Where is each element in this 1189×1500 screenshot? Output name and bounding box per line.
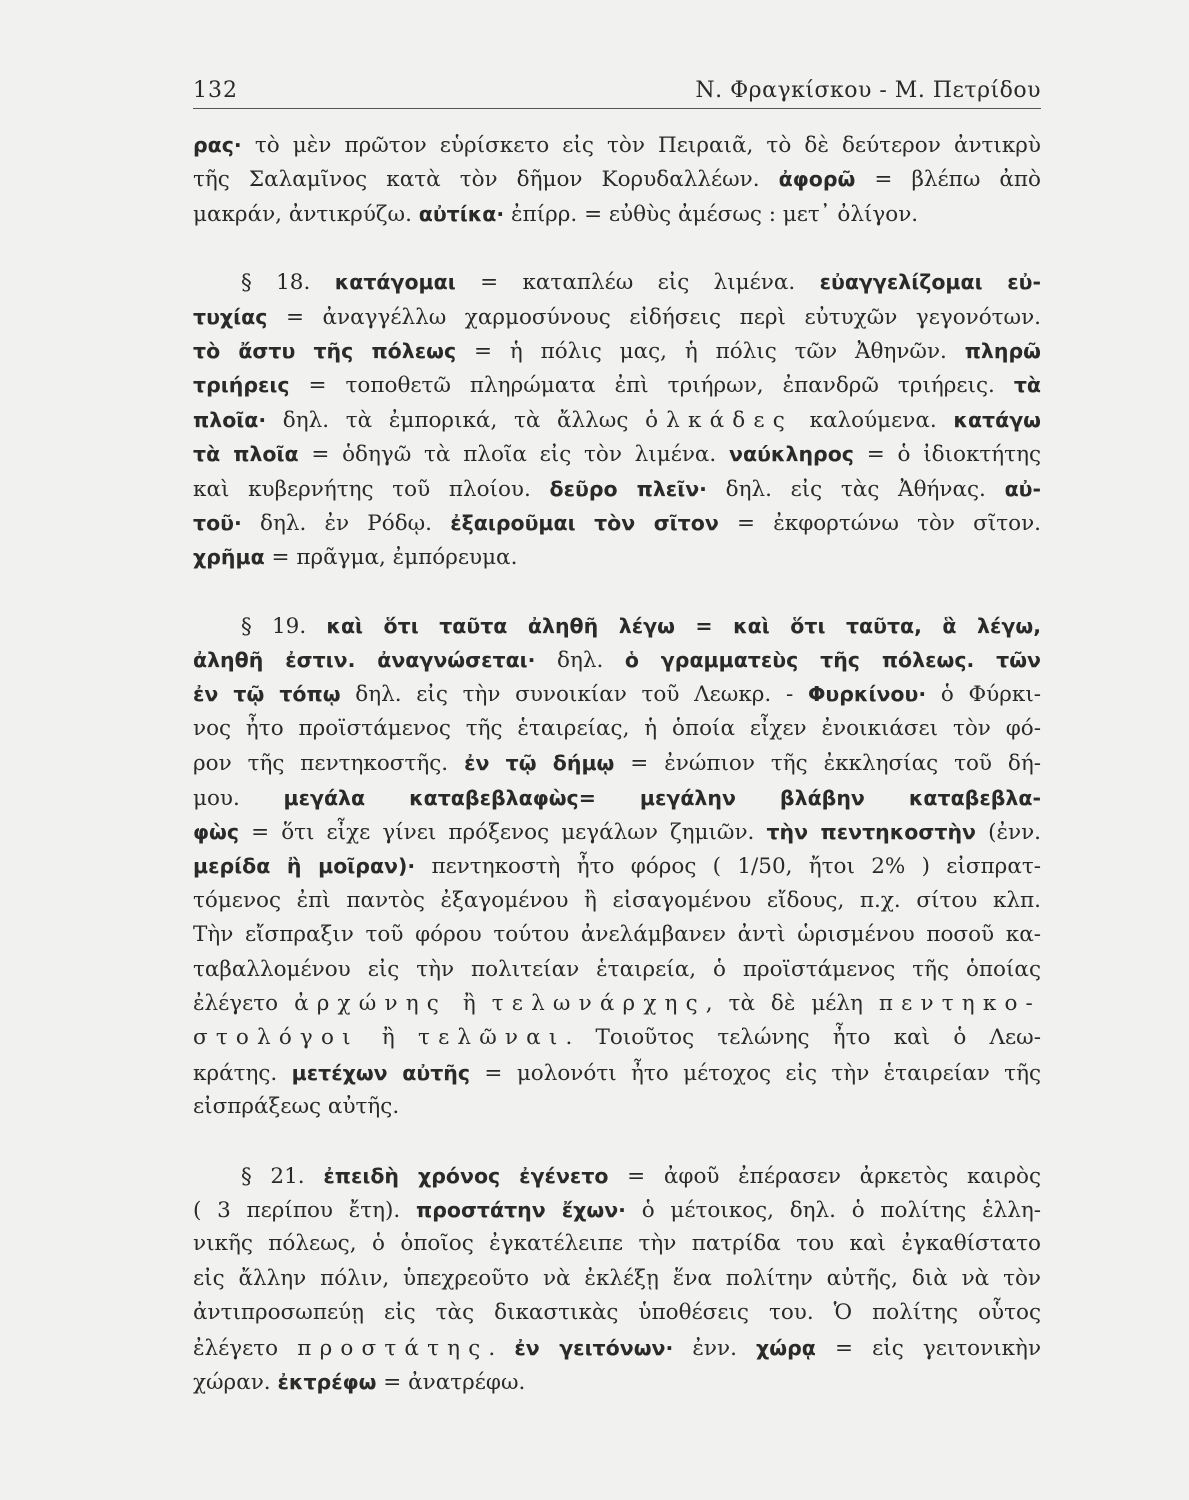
paragraph-gap <box>193 231 1041 265</box>
gloss-text: = βλέπω ἀπὸ <box>855 167 1042 193</box>
lemma-term: δεῦρο πλεῖν· <box>549 476 707 501</box>
gloss-text: = ἐκφορτώνω τὸν σῖτον. <box>718 510 1042 536</box>
gloss-text: § 19. <box>241 613 327 639</box>
gloss-text: νικῆς πόλεως, ὁ ὁποῖος ἐγκατέλειπε τὴν πατρίδα του καὶ ἐγκαθίστατο <box>193 1231 1041 1257</box>
lemma-term: αὐτίκα· <box>418 201 505 226</box>
gloss-text: = ὁδηγῶ τὰ πλοῖα εἰς τὸν λιμένα. <box>298 442 730 468</box>
spaced-term: τελῶναι <box>418 1025 566 1051</box>
gloss-text: = ἀναγγέλλω χαρμοσύνους εἰδήσεις περὶ εὐτυχῶν γεγονότων. <box>267 304 1041 330</box>
text-line <box>193 953 1041 987</box>
gloss-text: εἰσπράξεως αὐτῆς. <box>193 1094 400 1120</box>
spaced-term: στολόγοι <box>193 1025 359 1051</box>
gloss-text: καλούμενα. <box>792 407 954 433</box>
gloss-text: Τὴν εἴσπραξιν τοῦ φόρου τούτου ἀνελάμβανεν ἀντὶ ὡρισμένου ποσοῦ κα- <box>193 922 1041 948</box>
text-line <box>193 506 1041 540</box>
lemma-term: χρῆμα <box>193 545 265 570</box>
spaced-term: τελωνάρχης <box>491 990 706 1016</box>
gloss-text: = ἀφοῦ ἐπέρασεν ἀρκετὸς καιρὸς <box>608 1163 1041 1189</box>
text-line <box>193 884 1041 918</box>
lemma-term: Φυρκίνου· <box>807 682 927 707</box>
text-line <box>193 334 1041 368</box>
gloss-text: ἀντιπροσωπεύῃ εἰς τὰς δικαστικὰς ὑποθέσεις του. Ὁ πολίτης οὗτος <box>193 1300 1041 1326</box>
text-line <box>193 300 1041 334</box>
text-line <box>193 1262 1041 1296</box>
text-line <box>193 197 1041 231</box>
gloss-text: ἐλέγετο <box>193 1335 298 1361</box>
gloss-text: δηλ. εἰς τὰς Ἀθήνας. <box>706 476 1005 502</box>
gloss-text: πεντηκοστὴ ἦτο φόρος ( 1/50, ἤτοι 2% ) εἰσπρατ- <box>415 854 1042 880</box>
lemma-term: τοῦ· <box>193 510 242 535</box>
gloss-text: = καταπλέω εἰς λιμένα. <box>455 270 820 296</box>
lemma-term: μετέχων αὐτῆς <box>291 1060 471 1085</box>
lemma-term: τὰ <box>1013 373 1041 398</box>
page-number: 132 <box>193 78 238 103</box>
commentary-body <box>193 128 1041 1399</box>
gloss-text: . <box>488 1335 515 1361</box>
text-line <box>193 265 1041 299</box>
gloss-text: § 18. <box>241 270 335 296</box>
paragraph-gap <box>193 1125 1041 1159</box>
text-line <box>193 1227 1041 1261</box>
lemma-term: κατάγω <box>953 407 1041 432</box>
lemma-term: ἐπειδὴ χρόνος ἐγένετο <box>323 1163 609 1188</box>
gloss-text: (ἐνν. <box>976 820 1041 846</box>
lemma-term: ὁ γραμματεὺς τῆς πόλεως. τῶν <box>624 648 1041 673</box>
text-line <box>193 781 1041 815</box>
gloss-text: μου. <box>193 785 284 811</box>
gloss-text: κράτης. <box>193 1060 292 1086</box>
lemma-term: εὐαγγελίζομαι εὐ- <box>819 270 1042 295</box>
text-line <box>193 1021 1041 1055</box>
paragraph-gap <box>193 575 1041 609</box>
gloss-text: μακράν, ἀντικρύζω. <box>193 201 419 227</box>
paragraph <box>193 265 1041 575</box>
lemma-term: τριήρεις <box>193 373 290 398</box>
text-line <box>193 712 1041 746</box>
gloss-text: δηλ. εἰς τὴν συνοικίαν τοῦ Λεωκρ. - <box>340 682 808 708</box>
text-line <box>193 1193 1041 1227</box>
lemma-term: τὴν πεντηκοστὴν <box>766 820 977 845</box>
gloss-text: ἐπίρρ. = εὐθὺς ἀμέσως : μετ᾽ ὀλίγον. <box>504 201 919 227</box>
text-line <box>193 918 1041 952</box>
gloss-text: δηλ. ἐν Ρόδῳ. <box>241 510 451 536</box>
text-line <box>193 746 1041 780</box>
page-header <box>193 70 1041 109</box>
gloss-text: = εἰς γειτονικὴν <box>815 1335 1042 1361</box>
gloss-text: ( 3 περίπου ἔτη). <box>193 1197 416 1223</box>
paragraph <box>193 128 1041 231</box>
paragraph <box>193 1159 1041 1400</box>
gloss-text: ρον τῆς πεντηκοστῆς. <box>193 751 465 777</box>
text-line <box>193 643 1041 677</box>
lemma-term: φὼς <box>193 820 240 845</box>
lemma-term: προστάτην ἔχων· <box>415 1197 626 1222</box>
lemma-term: ἐν τῷ τόπῳ <box>193 682 341 707</box>
gloss-text: τῆς Σαλαμῖνος κατὰ τὸν δῆμον Κορυδαλλέων. <box>193 167 779 193</box>
text-line <box>193 162 1041 196</box>
text-line <box>193 1090 1041 1124</box>
text-line <box>193 1056 1041 1090</box>
lemma-term: τυχίας <box>193 304 268 329</box>
text-line <box>193 1159 1041 1193</box>
lemma-term: ἀφορῶ <box>778 167 856 192</box>
gloss-text: , τὰ δὲ μέλη <box>705 990 879 1016</box>
text-line <box>193 815 1041 849</box>
gloss-text: ἢ <box>358 1025 419 1051</box>
lemma-term: ἐν γειτόνων· <box>514 1335 674 1360</box>
gloss-text: χώραν. <box>193 1369 278 1395</box>
gloss-text: = ἀνατρέφω. <box>376 1369 526 1395</box>
lemma-term: τὰ πλοῖα <box>193 442 299 467</box>
gloss-text: ἐνν. <box>673 1335 757 1361</box>
paragraph <box>193 609 1041 1125</box>
gloss-text: εἰς ἄλλην πόλιν, ὑπεχρεοῦτο νὰ ἐκλέξῃ ἕνα πολίτην αὐτῆς, διὰ νὰ τὸν <box>193 1265 1041 1291</box>
gloss-text: τόμενος ἐπὶ παντὸς ἐξαγομένου ἢ εἰσαγομένου εἴδους, π.χ. σίτου κλπ. <box>193 887 1041 913</box>
spaced-term: ὁλκάδες <box>645 407 793 433</box>
gloss-text: = μολονότι ἦτο μέτοχος εἰς τὴν ἑταιρείαν τῆς <box>470 1060 1041 1086</box>
lemma-term: τὸ ἄστυ τῆς πόλεως <box>193 338 457 363</box>
text-line <box>193 609 1041 643</box>
text-line <box>193 540 1041 574</box>
text-line <box>193 1331 1041 1365</box>
gloss-text: § 21. <box>241 1163 324 1189</box>
lemma-term: κατάγομαι <box>334 270 456 295</box>
gloss-text: = ἐνώπιον τῆς ἐκκλησίας τοῦ δή- <box>614 751 1041 777</box>
lemma-term: πληρῶ <box>964 338 1041 363</box>
gloss-text: τὸ μὲν πρῶτον εὑρίσκετο εἰς τὸν Πειραιᾶ, τὸ δὲ δεύτερον ἀντικρὺ <box>241 133 1041 158</box>
gloss-text: ὁ Φύρκι- <box>926 682 1042 708</box>
gloss-text: δηλ. <box>535 648 625 674</box>
lemma-term: πλοῖα· <box>193 407 267 432</box>
text-line <box>193 987 1041 1021</box>
lemma-term: ἐξαιροῦμαι τὸν σῖτον <box>450 510 719 535</box>
text-line <box>193 368 1041 402</box>
gloss-text: καὶ κυβερνήτης τοῦ πλοίου. <box>193 476 550 502</box>
gloss-text: = ὁ ἰδιοκτήτης <box>853 442 1041 468</box>
lemma-term: ρας· <box>193 133 242 157</box>
gloss-text: = ὅτι εἶχε γίνει πρόξενος μεγάλων ζημιῶν. <box>239 820 767 846</box>
lemma-term: ἐκτρέφω <box>277 1369 377 1394</box>
gloss-text: ἐλέγετο <box>193 990 295 1016</box>
spaced-term: ἀρχώνης <box>294 990 447 1016</box>
lemma-term: χώρᾳ <box>756 1335 816 1360</box>
lemma-term: μεγάλα καταβεβλαφὼς= μεγάλην βλάβην καταβεβλα- <box>283 785 1041 810</box>
text-line <box>193 1365 1041 1399</box>
gloss-text: . Τοιοῦτος τελώνης ἦτο καὶ ὁ Λεω- <box>565 1025 1041 1051</box>
gloss-text: νος ἦτο προϊστάμενος τῆς ἑταιρείας, ἡ ὁποία εἶχεν ἐνοικιάσει τὸν φό- <box>193 715 1041 741</box>
gloss-text: = τοποθετῶ πληρώματα ἐπὶ τριήρων, ἐπανδρῶ τριήρεις. <box>289 373 1014 399</box>
text-line <box>193 677 1041 711</box>
gloss-text: ἢ <box>446 990 492 1016</box>
gloss-text: = ἡ πόλις μας, ἡ πόλις τῶν Ἀθηνῶν. <box>456 338 965 364</box>
gloss-text: ταβαλλομένου εἰς τὴν πολιτείαν ἑταιρεία, ὁ προϊστάμενος τῆς ὁποίας <box>193 956 1041 982</box>
gloss-text: = πρᾶγμα, ἐμπόρευμα. <box>264 545 518 571</box>
spaced-term: προστάτης <box>297 1335 489 1361</box>
lemma-term: καὶ ὅτι ταῦτα ἀληθῆ λέγω = καὶ ὅτι ταῦτα, ἃ λέγω, <box>326 613 1041 638</box>
lemma-term: ἀληθῆ ἐστιν. ἀναγνώσεται· <box>193 648 536 673</box>
lemma-term: ναύκληρος <box>729 442 854 467</box>
text-line <box>193 437 1041 471</box>
text-line <box>193 472 1041 506</box>
text-line <box>193 403 1041 437</box>
gloss-text: ὁ μέτοικος, δηλ. ὁ πολίτης ἑλλη- <box>625 1197 1042 1223</box>
running-title: Ν. Φραγκίσκου - Μ. Πετρίδου <box>695 78 1041 103</box>
spaced-term: πεντηκο- <box>878 990 1041 1016</box>
gloss-text: δηλ. τὰ ἐμπορικά, τὰ ἄλλως <box>266 407 646 433</box>
text-line <box>193 849 1041 883</box>
text-line <box>193 128 1041 162</box>
lemma-term: ἐν τῷ δήμῳ <box>464 751 615 776</box>
lemma-term: μερίδα ἢ μοῖραν)· <box>193 854 416 879</box>
lemma-term: αὐ- <box>1004 476 1041 501</box>
text-line <box>193 1296 1041 1330</box>
